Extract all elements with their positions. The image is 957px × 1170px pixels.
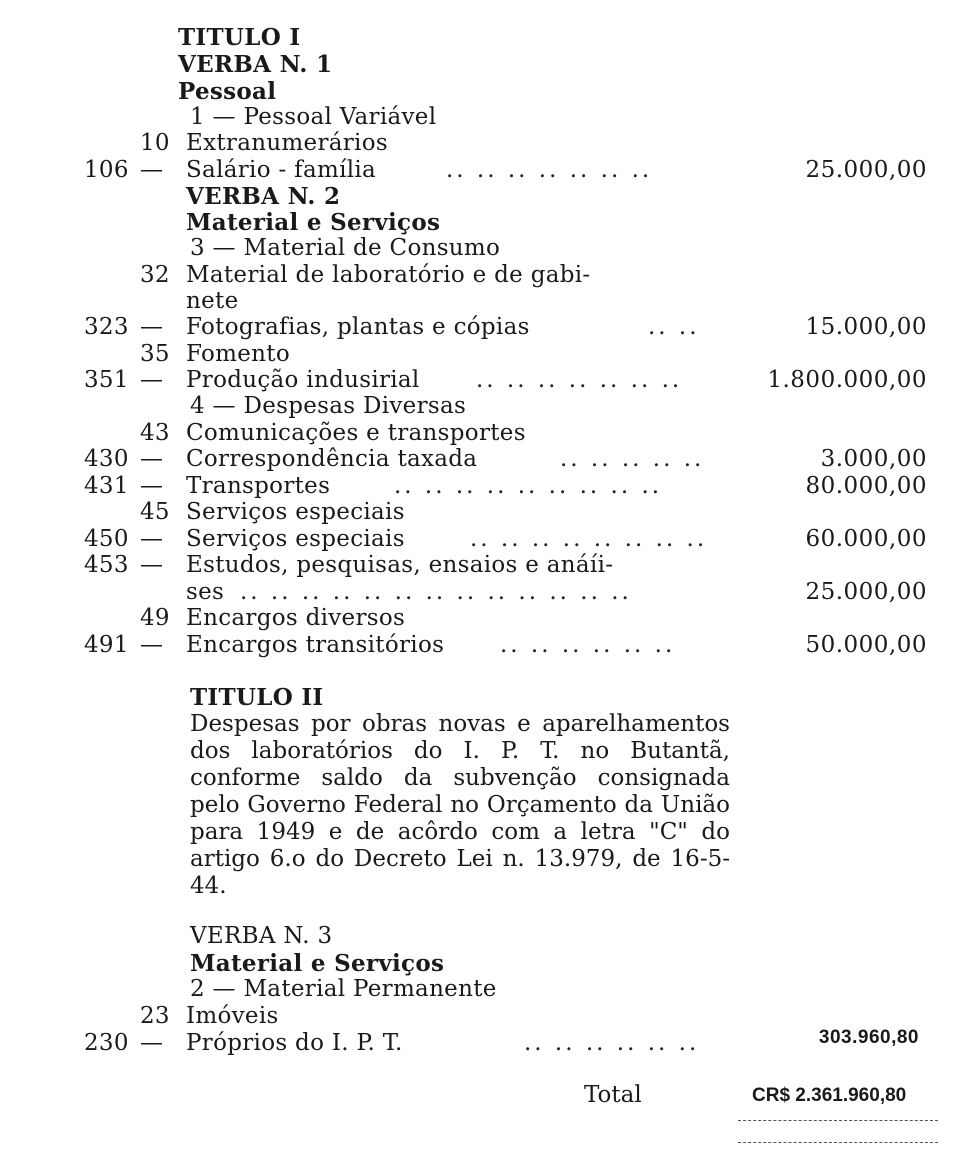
heading-text: VERBA N. 1 bbox=[178, 51, 333, 78]
line-text: Correspondência taxada bbox=[186, 446, 478, 472]
heading-text: 3 — Material de Consumo bbox=[190, 235, 501, 261]
budget-line-351 bbox=[0, 367, 957, 394]
line-amount: 50.000,00 bbox=[805, 632, 927, 658]
subgroup-despesas-diversas bbox=[0, 393, 957, 420]
line-text: Produção indusirial bbox=[186, 367, 420, 393]
budget-line-32-continuation bbox=[0, 288, 957, 315]
group-pessoal bbox=[0, 78, 957, 105]
budget-line-106 bbox=[0, 157, 957, 184]
line-text: nete bbox=[186, 288, 239, 314]
budget-line-453-continuation bbox=[0, 579, 957, 606]
budget-line-230 bbox=[0, 1027, 957, 1057]
line-dash: — bbox=[140, 157, 164, 183]
line-dash: — bbox=[140, 552, 164, 578]
subgroup-pessoal-variavel bbox=[0, 104, 957, 131]
line-code: 49 bbox=[140, 605, 170, 631]
leader-dots: .. .. .. .. .. .. bbox=[500, 632, 676, 658]
group-material-servicos-2 bbox=[0, 950, 957, 977]
leader-dots: .. .. .. .. .. .. .. .. .. bbox=[394, 473, 663, 499]
verba-1-heading bbox=[0, 51, 957, 78]
line-dash: — bbox=[140, 473, 164, 499]
subgroup-material-consumo bbox=[0, 235, 957, 262]
leader-dots: .. .. .. .. .. bbox=[560, 446, 705, 472]
titulo-1-heading bbox=[0, 24, 957, 51]
heading-text: TITULO II bbox=[190, 684, 324, 711]
subgroup-material-permanente bbox=[0, 976, 957, 1003]
heading-text: VERBA N. 3 bbox=[190, 923, 333, 949]
heading-text: Material e Serviços bbox=[190, 950, 445, 977]
line-amount: 15.000,00 bbox=[805, 314, 927, 340]
budget-line-323 bbox=[0, 314, 957, 341]
heading-text: Pessoal bbox=[178, 78, 277, 105]
heading-text: TITULO I bbox=[178, 24, 301, 51]
heading-text: VERBA N. 2 bbox=[186, 183, 341, 210]
line-code: 431 bbox=[84, 473, 129, 499]
line-text: Extranumerários bbox=[186, 130, 388, 156]
line-code: 491 bbox=[84, 632, 129, 658]
line-amount: 25.000,00 bbox=[805, 579, 927, 605]
line-text: Imóveis bbox=[186, 1003, 279, 1029]
line-dash: — bbox=[140, 446, 164, 472]
line-code: 450 bbox=[84, 526, 129, 552]
line-dash: — bbox=[140, 367, 164, 393]
line-text: Comunicações e transportes bbox=[186, 420, 526, 446]
line-code: 43 bbox=[140, 420, 170, 446]
line-code: 430 bbox=[84, 446, 129, 472]
line-code: 45 bbox=[140, 499, 170, 525]
leader-dots: .. .. .. .. .. .. bbox=[524, 1030, 700, 1056]
line-dash: — bbox=[140, 314, 164, 340]
total-underline bbox=[738, 1120, 938, 1121]
titulo-2-paragraph: Despesas por obras novas e aparelhamentos dos laboratórios do I. P. T. no Butantã, conforme saldo da subvenção consignada pelo Governo Federal no Orçamento da União para 1949 e de acôrdo com a letra "C" do artigo 6.o do Decreto Lei n. 13.979, de 16-5-44. bbox=[190, 711, 730, 899]
budget-line-23 bbox=[0, 1003, 957, 1030]
leader-dots: .. .. .. .. .. .. .. .. bbox=[470, 526, 708, 552]
line-text: Próprios do I. P. T. bbox=[186, 1030, 403, 1056]
titulo-2-heading bbox=[0, 684, 957, 711]
line-text: Encargos transitórios bbox=[186, 632, 445, 658]
leader-dots: .. .. .. .. .. .. .. bbox=[446, 157, 653, 183]
budget-line-431 bbox=[0, 473, 957, 500]
leader-dots: .. .. .. .. .. .. .. .. .. .. .. .. .. bbox=[240, 579, 632, 605]
budget-line-491 bbox=[0, 632, 957, 659]
heading-text: 2 — Material Permanente bbox=[190, 976, 497, 1002]
line-dash: — bbox=[140, 526, 164, 552]
line-amount: 303.960,80 bbox=[818, 1027, 919, 1048]
total-label: Total bbox=[584, 1082, 642, 1108]
leader-dots: .. .. bbox=[648, 314, 700, 340]
line-text: Material de laboratório e de gabi- bbox=[186, 262, 591, 288]
verba-3-heading bbox=[0, 923, 957, 950]
budget-line-450 bbox=[0, 526, 957, 553]
leader-dots: .. .. .. .. .. .. .. bbox=[476, 367, 683, 393]
heading-text: 1 — Pessoal Variável bbox=[190, 104, 437, 130]
budget-line-43 bbox=[0, 420, 957, 447]
line-text: Serviços especiais bbox=[186, 526, 405, 552]
line-text: Estudos, pesquisas, ensaios e anáíi- bbox=[186, 552, 614, 578]
budget-line-453 bbox=[0, 552, 957, 579]
line-amount: 80.000,00 bbox=[805, 473, 927, 499]
heading-text: 4 — Despesas Diversas bbox=[190, 393, 467, 419]
budget-line-430 bbox=[0, 446, 957, 473]
line-amount: 60.000,00 bbox=[805, 526, 927, 552]
line-text: Salário - família bbox=[186, 157, 377, 183]
line-text: Encargos diversos bbox=[186, 605, 406, 631]
budget-line-10 bbox=[0, 130, 957, 157]
total-value: CR$ 2.361.960,80 bbox=[752, 1085, 907, 1106]
line-code: 323 bbox=[84, 314, 129, 340]
budget-line-35 bbox=[0, 341, 957, 368]
line-text: Fotografias, plantas e cópias bbox=[186, 314, 530, 340]
line-dash: — bbox=[140, 632, 164, 658]
line-code: 453 bbox=[84, 552, 129, 578]
line-code: 351 bbox=[84, 367, 129, 393]
line-code: 23 bbox=[140, 1003, 170, 1029]
line-text: Fomento bbox=[186, 341, 290, 367]
line-dash: — bbox=[140, 1030, 164, 1056]
heading-text: Material e Serviços bbox=[186, 209, 441, 236]
line-text: Serviços especiais bbox=[186, 499, 405, 525]
budget-line-45 bbox=[0, 499, 957, 526]
line-code: 32 bbox=[140, 262, 170, 288]
line-code: 10 bbox=[140, 130, 170, 156]
line-amount: 1.800.000,00 bbox=[767, 367, 927, 393]
line-code: 106 bbox=[84, 157, 129, 183]
verba-2-heading bbox=[0, 183, 957, 210]
budget-line-32 bbox=[0, 262, 957, 289]
line-code: 35 bbox=[140, 341, 170, 367]
line-code: 230 bbox=[84, 1030, 129, 1056]
total-underline bbox=[738, 1142, 938, 1143]
group-material-servicos bbox=[0, 209, 957, 236]
line-amount: 25.000,00 bbox=[805, 157, 927, 183]
budget-line-49 bbox=[0, 605, 957, 632]
line-text: Transportes bbox=[186, 473, 331, 499]
line-text: ses bbox=[186, 579, 225, 605]
line-amount: 3.000,00 bbox=[820, 446, 927, 472]
